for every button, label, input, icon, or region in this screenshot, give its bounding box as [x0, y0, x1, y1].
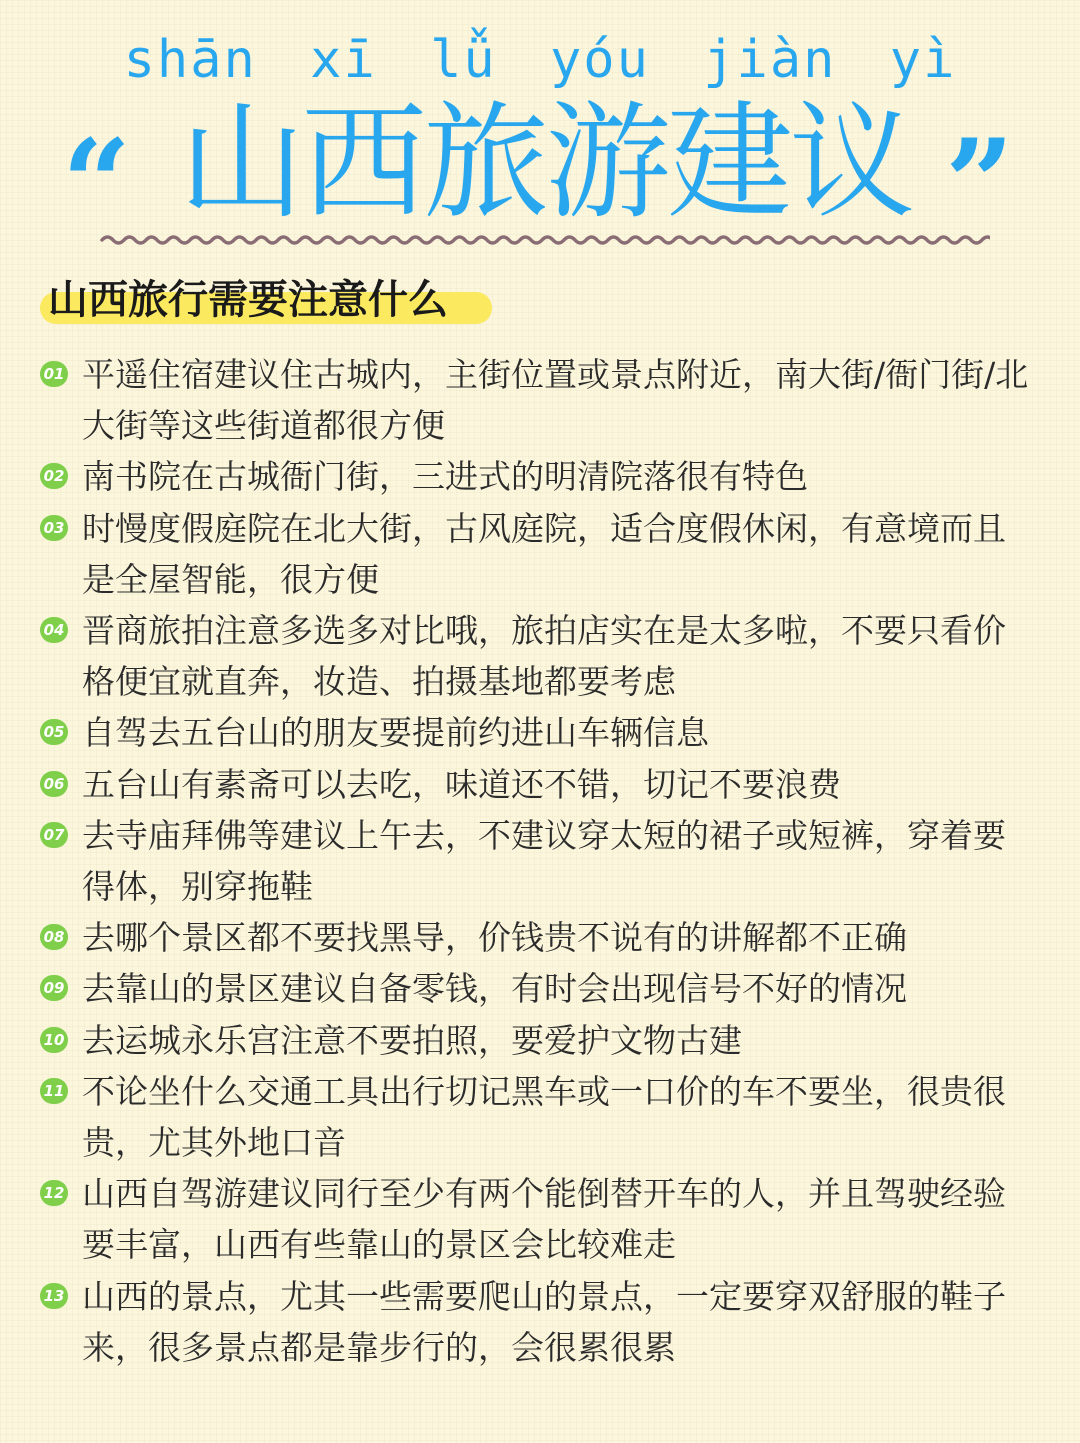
tip-number-badge: 03: [40, 515, 68, 541]
tip-item: [0, 349, 1080, 451]
tip-number-badge: 13: [40, 1283, 68, 1309]
tip-item: [0, 759, 1080, 810]
tips-list: [0, 349, 1080, 1373]
section-heading-text: 山西旅行需要注意什么: [48, 277, 448, 323]
tip-text: 不论坐什么交通工具出行切记黑车或一口价的车不要坐，很贵很贵，尤其外地口音: [82, 1071, 1006, 1163]
tip-item: [0, 605, 1080, 707]
title-row: [0, 88, 1080, 254]
tip-text: 晋商旅拍注意多选多对比哦，旅拍店实在是太多啦，不要只看价格便宜就直奔，妆造、拍摄基地都要考虑: [82, 611, 1006, 702]
tip-number-badge: 04: [40, 617, 68, 643]
tip-item: [0, 1066, 1080, 1168]
tip-number-badge: 05: [40, 719, 68, 745]
tip-number-badge: 10: [40, 1027, 68, 1053]
tip-number-badge: 01: [40, 361, 68, 387]
tip-text: 去靠山的景区建议自备零钱，有时会出现信号不好的情况: [82, 969, 907, 1009]
section-heading: [40, 272, 448, 328]
wavy-underline: [100, 228, 990, 252]
tip-text: 时慢度假庭院在北大街，古风庭院，适合度假休闲，有意境而且是全屋智能，很方便: [82, 508, 1006, 599]
tip-text: 自驾去五台山的朋友要提前约进山车辆信息: [82, 713, 709, 753]
tip-number-badge: 08: [40, 924, 68, 950]
tip-item: [0, 1168, 1080, 1270]
title-pinyin: shān xī lǚ yóu jiàn yì: [123, 30, 957, 90]
tip-number-badge: 12: [40, 1180, 68, 1206]
tip-text: 去哪个景区都不要找黑导，价钱贵不说有的讲解都不正确: [82, 918, 907, 958]
tip-item: [0, 503, 1080, 605]
tip-text: 去运城永乐宫注意不要拍照，要爱护文物古建: [82, 1020, 742, 1060]
open-quote-mark: “: [62, 113, 132, 254]
tip-number-badge: 07: [40, 822, 68, 848]
tip-text: 五台山有素斋可以去吃，味道还不错，切记不要浪费: [82, 764, 841, 804]
close-quote-mark: ”: [945, 113, 1015, 254]
tip-item: [0, 912, 1080, 963]
tip-number-badge: 11: [40, 1078, 68, 1104]
tip-text: 南书院在古城衙门街，三进式的明清院落很有特色: [82, 457, 808, 497]
tip-item: [0, 1271, 1080, 1373]
tip-text: 山西的景点，尤其一些需要爬山的景点，一定要穿双舒服的鞋子来，很多景点都是靠步行的，会很累很累: [82, 1276, 1006, 1367]
page-title: 山西旅游建议: [179, 89, 911, 236]
tip-item: [0, 707, 1080, 758]
tip-text: 山西自驾游建议同行至少有两个能倒替开车的人，并且驾驶经验要丰富，山西有些靠山的景区会比较难走: [82, 1174, 1006, 1265]
tip-text: 去寺庙拜佛等建议上午去，不建议穿太短的裙子或短裤，穿着要得体，别穿拖鞋: [82, 815, 1006, 907]
tip-item: [0, 451, 1080, 502]
tip-item: [0, 810, 1080, 912]
tip-number-badge: 02: [40, 463, 68, 489]
tip-text: 平遥住宿建议住古城内，主街位置或景点附近，南大街/衙门街/北大街等这些街道都很方便: [82, 355, 1029, 446]
tip-item: [0, 1015, 1080, 1066]
tip-number-badge: 09: [40, 975, 68, 1001]
tip-item: [0, 963, 1080, 1014]
tip-number-badge: 06: [40, 771, 68, 797]
